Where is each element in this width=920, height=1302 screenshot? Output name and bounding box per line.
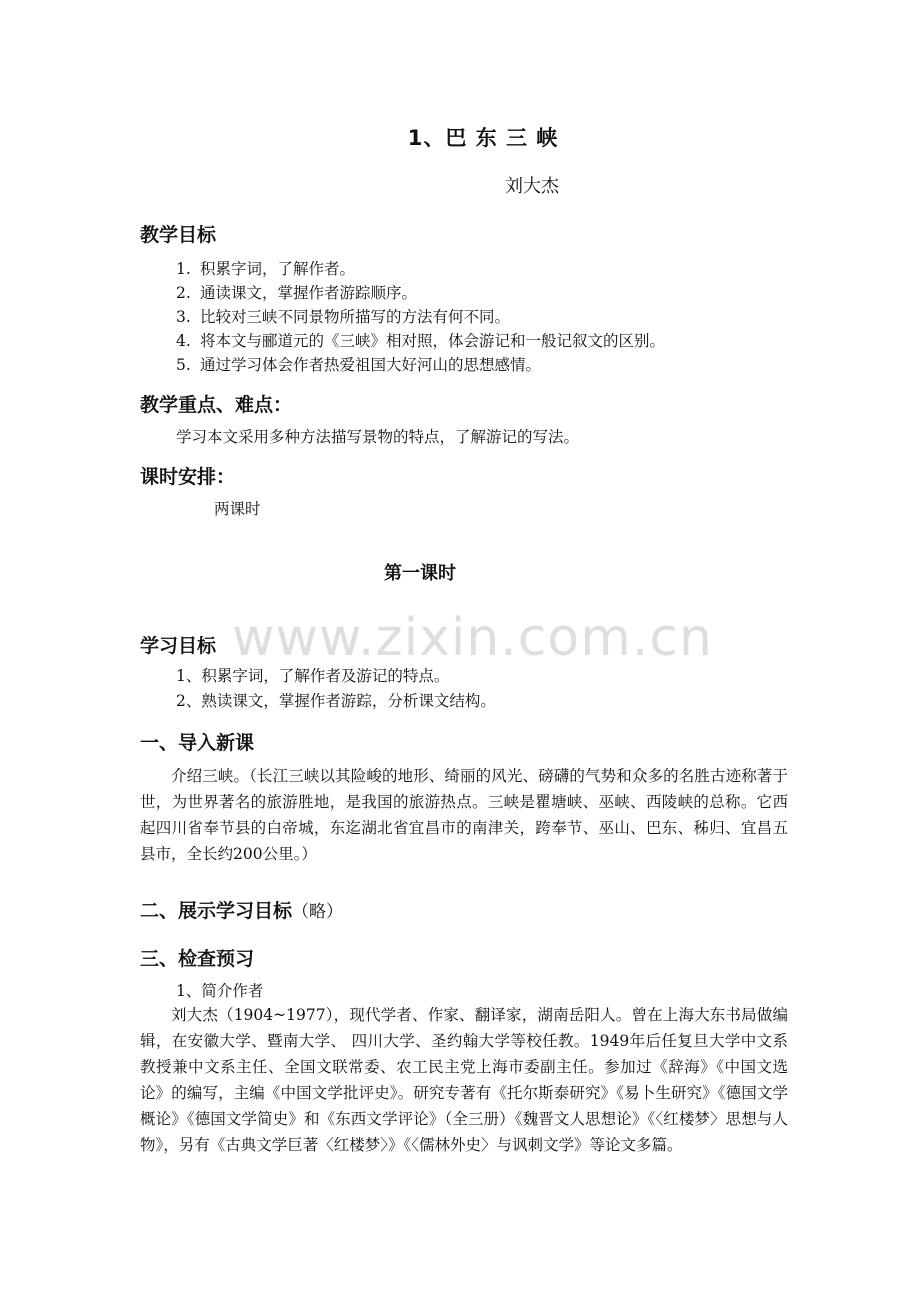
watermark: www.zixin.com.cn bbox=[232, 608, 713, 668]
key-points-heading: 教学重点、难点： bbox=[140, 394, 293, 416]
lesson-one-heading: 第一课时 bbox=[384, 563, 456, 584]
schedule-text: 两课时 bbox=[214, 500, 261, 518]
study-goal-1: 1、积累字词，了解作者及游记的特点。 bbox=[176, 667, 450, 685]
section1-heading: 一、导入新课 bbox=[140, 732, 255, 754]
section2-note: （略） bbox=[292, 902, 344, 922]
section2-heading: 二、展示学习目标（略） bbox=[140, 900, 344, 922]
key-points-text: 学习本文采用多种方法描写景物的特点，了解游记的写法。 bbox=[176, 428, 580, 446]
document-title: 1、巴 东 三 峡 bbox=[407, 126, 559, 150]
list-item: 4. 将本文与郦道元的《三峡》相对照，体会游记和一般记叙文的区别。 bbox=[176, 332, 666, 350]
section1-paragraph: 介绍三峡。（长江三峡以其险峻的地形、绮丽的风光、磅礴的气势和众多的名胜古迹称著于世，为世界著名的旅游胜地，是我国的旅游热点。三峡是瞿塘峡、巫峡、西陵峡的总称。它西起四川省奉节县的白帝城，东迄湖北省宜昌市的南津关，跨奉节、巫山、巴东、秭归、宜昌五县市，全长约200公里。） bbox=[140, 767, 788, 863]
teaching-goals-heading: 教学目标 bbox=[140, 224, 217, 246]
teaching-goals-list bbox=[176, 257, 665, 377]
author-bio-paragraph: 刘大杰（1904~1977），现代学者、作家、翻译家，湖南岳阳人。曾在上海大东书局做编辑，在安徽大学、暨南大学、 四川大学、圣约翰大学等校任教。1949年后任复旦大学中文系教授兼中文系主任、全国文联常委、农工民主党上海市委副主任。参加过《辞海》《中国文选论》的编写，主编《中国文学批评史》。研究专著有《托尔斯泰研究》《易卜生研究》《德国文学概论》《德国文学简史》和《东西文学评论》（全三册）《魏晋文人思想论》《〈红楼梦〉思想与人物》，另有《古典文学巨著〈红楼梦〉》《〈儒林外史〉与讽刺文学》等论文多篇。 bbox=[140, 1006, 788, 1154]
list-item: 1. 积累字词，了解作者。 bbox=[176, 260, 356, 278]
study-goals-heading: 学习目标 bbox=[140, 635, 217, 657]
study-goal-2: 2、熟读课文，掌握作者游踪，分析课文结构。 bbox=[176, 692, 496, 710]
schedule-heading: 课时安排： bbox=[140, 466, 236, 488]
section3-subheading: 1、简介作者 bbox=[176, 982, 264, 1000]
list-item: 3. 比较对三峡不同景物所描写的方法有何不同。 bbox=[176, 308, 511, 326]
list-item: 5. 通过学习体会作者热爱祖国大好河山的思想感情。 bbox=[176, 356, 542, 374]
list-item: 2. 通读课文，掌握作者游踪顺序。 bbox=[176, 284, 418, 302]
section3-heading: 三、检查预习 bbox=[140, 948, 255, 970]
author-name: 刘大杰 bbox=[505, 176, 559, 197]
